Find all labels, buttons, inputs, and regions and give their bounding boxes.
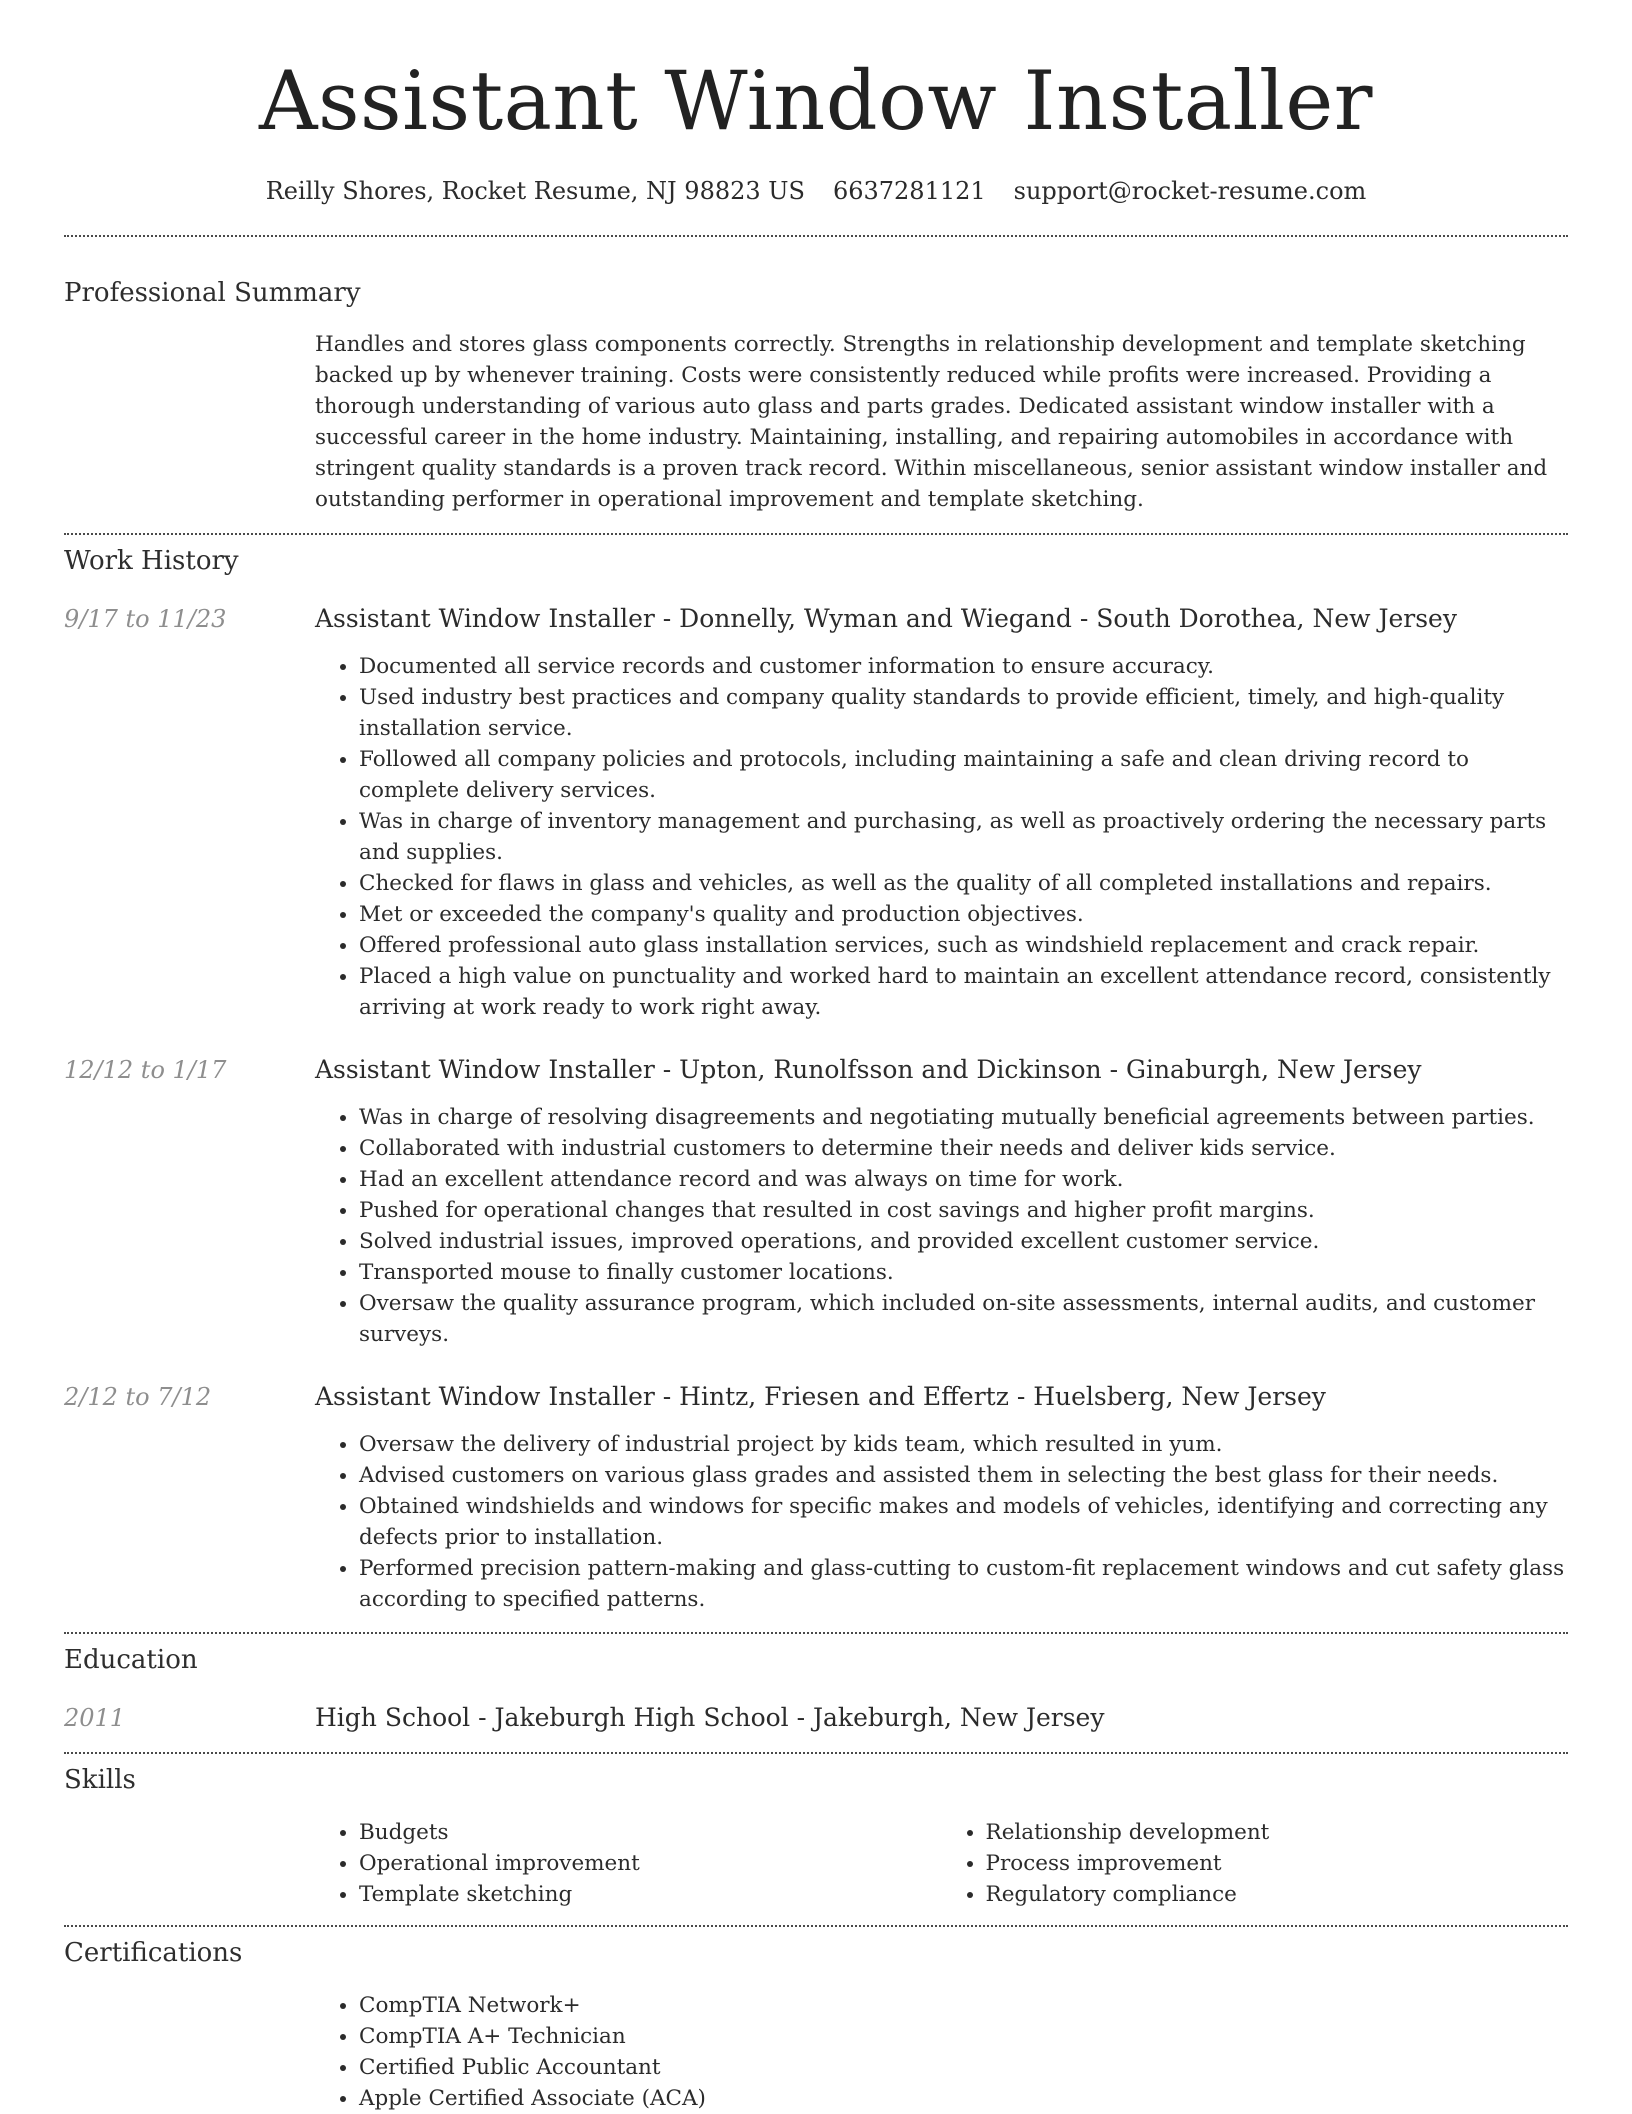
education-year: 2011 [64,1704,126,1732]
job-bullet: • Performed precision pattern-making and glass-cutting to custom-fit replacement windows and cut safety glass according to specified patterns. [359,1553,1568,1615]
job-bullet: • Was in charge of inventory management and purchasing, as well as proactively ordering the necessary parts and supplies. [359,806,1568,868]
skill-item: • Template sketching [359,1879,942,1910]
job-bullet: • Oversaw the delivery of industrial project by kids team, which resulted in yum. [359,1429,1568,1460]
job-bullet: • Obtained windshields and windows for specific makes and models of vehicles, identifying and correcting any defects prior to installation. [359,1491,1568,1553]
job-bullet: • Offered professional auto glass installation services, such as windshield replacement and crack repair. [359,930,1568,961]
divider [64,533,1568,535]
job-bullet: • Had an excellent attendance record and was always on time for work. [359,1164,1568,1195]
job-bullet: • Advised customers on various glass grades and assisted them in selecting the best glass for their needs. [359,1460,1568,1491]
job-bullet: • Documented all service records and customer information to ensure accuracy. [359,651,1568,682]
job-bullets [315,1429,1568,1615]
certification-item: • CompTIA Network+ [359,1990,974,2021]
section-title-summary: Professional Summary [64,278,361,308]
certification-item: • CompTIA A+ Technician [359,2021,974,2052]
job-bullet: • Placed a high value on punctuality and worked hard to maintain an excellent attendance record, consistently arriving at work ready to work right away. [359,961,1568,1023]
skill-item: • Regulatory compliance [986,1879,1569,1910]
section-title-education: Education [64,1645,198,1675]
skills-list-right [942,1817,1569,1910]
job-bullet: • Oversaw the quality assurance program, which included on-site assessments, internal audits, and customer surveys. [359,1288,1568,1350]
certification-item: • Apple Certified Associate (ACA) [359,2083,974,2114]
job-entry [64,602,1568,1023]
resume-page [64,0,1568,2114]
contact-phone: 6637281121 [832,177,986,205]
section-title-work-history: Work History [64,546,239,576]
skill-item: • Process improvement [986,1848,1569,1879]
job-bullet: • Followed all company policies and protocols, including maintaining a safe and clean driving record to complete delivery services. [359,744,1568,806]
certifications-list [315,1990,974,2114]
job-bullet: • Was in charge of resolving disagreements and negotiating mutually beneficial agreements between parties. [359,1102,1568,1133]
skills-list-left [315,1817,942,1910]
education-body [315,1701,1568,1735]
certifications-block [315,1990,1568,2114]
contact-email: support@rocket-resume.com [1013,177,1367,205]
job-dates: 12/12 to 1/17 [64,1056,227,1084]
education-entry [64,1701,1568,1735]
job-bullet: • Pushed for operational changes that resulted in cost savings and higher profit margins. [359,1195,1568,1226]
divider [64,235,1568,237]
divider [64,1752,1568,1754]
job-bullet: • Used industry best practices and company quality standards to provide efficient, timely, and high-quality installation service. [359,682,1568,744]
divider [64,1632,1568,1634]
job-entry [64,1380,1568,1615]
job-dates: 2/12 to 7/12 [64,1383,212,1411]
job-heading: Assistant Window Installer - Hintz, Friesen and Effertz - Huelsberg, New Jersey [315,1382,1326,1411]
contact-line [64,174,1568,208]
resume-name: Assistant Window Installer [258,55,1374,149]
job-bullet: • Transported mouse to finally customer locations. [359,1257,1568,1288]
job-bullet: • Solved industrial issues, improved operations, and provided excellent customer service. [359,1226,1568,1257]
skills-grid [315,1817,1568,1910]
education-heading: High School - Jakeburgh High School - Jakeburgh, New Jersey [315,1703,1105,1732]
job-body [315,602,1568,1023]
certification-item: • Certified Public Accountant [359,2052,974,2083]
job-body [315,1380,1568,1615]
skill-item: • Budgets [359,1817,942,1848]
job-entry [64,1053,1568,1350]
section-title-certifications: Certifications [64,1938,243,1968]
divider [64,1925,1568,1927]
section-title-skills: Skills [64,1765,136,1795]
job-bullet: • Collaborated with industrial customers to determine their needs and deliver kids service. [359,1133,1568,1164]
job-bullet: • Checked for flaws in glass and vehicles, as well as the quality of all completed installations and repairs. [359,868,1568,899]
job-heading: Assistant Window Installer - Upton, Runolfsson and Dickinson - Ginaburgh, New Jersey [315,1055,1422,1084]
job-bullets [315,651,1568,1023]
job-body [315,1053,1568,1350]
job-dates: 9/17 to 11/23 [64,605,227,633]
skill-item: • Operational improvement [359,1848,942,1879]
summary-text: Handles and stores glass components correctly. Strengths in relationship development and template sketching backed up by whenever training. Costs were consistently reduced while profits were increased. Providing a thorough understanding of various auto glass and parts grades. Dedicated assistant window installer with a successful career in the home industry. Maintaining, installing, and repairing automobiles in accordance with stringent quality standards is a proven track record. Within miscellaneous, senior assistant window installer and outstanding performer in operational improvement and template sketching. [315,332,1548,512]
job-bullet: • Met or exceeded the company's quality and production objectives. [359,899,1568,930]
job-bullets [315,1102,1568,1350]
contact-address: Reilly Shores, Rocket Resume, NJ 98823 US [265,177,805,205]
skill-item: • Relationship development [986,1817,1569,1848]
job-heading: Assistant Window Installer - Donnelly, Wyman and Wiegand - South Dorothea, New Jersey [315,604,1457,633]
